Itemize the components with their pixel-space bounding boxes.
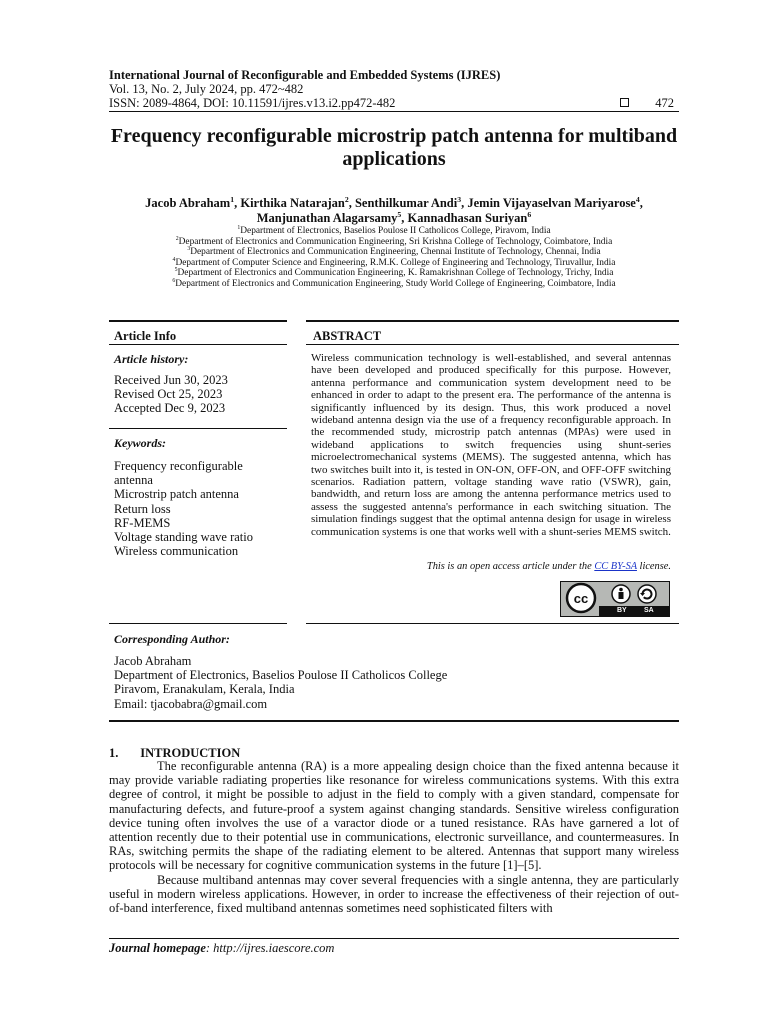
keyword: Return loss (114, 501, 171, 516)
author: Manjunathan Alagarsamy$^5$, (256, 209, 408, 225)
keywords-label: Keywords: (114, 436, 166, 450)
keyword: antenna (114, 473, 153, 488)
info-top-rule-right (306, 320, 679, 322)
article-history (114, 373, 284, 416)
header-rule (109, 111, 679, 112)
affiliation: $^3$Department of Electronics and Communication Engineering, Chennai Institute of Technology, Chennai, India (187, 246, 601, 258)
section-body (109, 759, 679, 915)
history-item: Received Jun 30, 2023 (114, 373, 228, 387)
volume-info: Vol. 13, No. 2, July 2024, pp. 472~482 (109, 82, 304, 96)
license-statement: This is an open access article under the CC BY-SA license. (426, 561, 671, 572)
affiliation-list (109, 226, 679, 290)
info-bottom-rule-right (306, 623, 679, 624)
paper-title: Frequency reconfigurable microstrip patch antenna for multiband applications (110, 125, 678, 170)
corresponding-author-label: Corresponding Author: (114, 632, 230, 646)
abstract-heading: ABSTRACT (313, 329, 382, 343)
keyword: Wireless communication (114, 544, 239, 559)
keyword: Voltage standing wave ratio (114, 530, 253, 545)
square-bullet-icon (620, 98, 629, 107)
author-name: Jacob Abraham (114, 654, 192, 668)
journal-homepage (109, 941, 334, 956)
author: Jacob Abraham$^1$, (145, 194, 241, 210)
issn-doi: ISSN: 2089-4864, DOI: 10.11591/ijres.v13.i2.pp472-482 (109, 96, 396, 110)
keywords-rule (109, 428, 287, 429)
section-heading: 1. INTRODUCTION (109, 746, 241, 760)
affiliation: $^1$Department of Electronics, Baselios Poulose II Catholicos College, Piravom, India (237, 224, 551, 236)
article-info-rule (109, 344, 287, 345)
article-info-heading: Article Info (114, 329, 177, 343)
info-bottom-rule-left (109, 623, 287, 624)
author: Jemin Vijayaselvan Mariyarose$^4$, (467, 194, 643, 210)
svg-text:cc: cc (573, 591, 589, 606)
keyword: Frequency reconfigurable (114, 459, 243, 473)
corresponding-author-details (114, 654, 447, 711)
info-top-rule-left (109, 320, 287, 322)
history-item: Revised Oct 25, 2023 (114, 387, 223, 402)
badge-label-bar (599, 606, 669, 616)
affiliation: $^4$Department of Computer Science and Engineering, R.M.K. College of Engineering and Technology, Tiruvallur, India (172, 256, 616, 268)
paragraph: Because multiband antennas may cover several frequencies with a single antenna, they are particularly useful in modern wireless applications. However, in order to increase the effectiveness of their rejection of out-of-band interference, fixed multiband antennas sometimes need sophisticated filters with (109, 872, 679, 916)
abstract-rule (306, 344, 679, 345)
author: Kirthika Natarajan$^2$, (240, 194, 355, 210)
cc-by-sa-link[interactable]: CC BY-SA (594, 561, 637, 572)
affiliation: $^2$Department of Electronics and Communication Engineering, Sri Krishna College of Technology, Coimbatore, India (175, 235, 613, 247)
article-history-label: Article history: (114, 352, 189, 366)
badge-by-label: BY (617, 607, 627, 614)
cc-by-sa-badge[interactable] (560, 581, 670, 617)
page-number: 472 (655, 96, 674, 110)
journal-name: International Journal of Reconfigurable and Embedded Systems (IJRES) (109, 68, 501, 82)
keyword-list (114, 459, 284, 558)
history-item: Accepted Dec 9, 2023 (114, 401, 226, 416)
author-list (109, 196, 679, 226)
corresponding-bottom-rule (109, 720, 679, 722)
keyword: RF-MEMS (114, 515, 171, 530)
badge-sa-label: SA (644, 607, 654, 614)
homepage-url[interactable]: : http://ijres.iaescore.com (205, 941, 335, 955)
keyword: Microstrip patch antenna (114, 487, 239, 502)
abstract-text: Wireless communication technology is well-established, and several antennas have been developed and produced specifically for this purpose. However, antenna performance and communication system development need to be enhanced in order to adapt to the present era. The performance of the antenna is significantly influenced by its design. Thus, this work produced a novel wideband antenna design via the use of a frequency reconfigurable approach. In the recommended study, microstrip patch antennas (MPAs) were used in wideband applications to switch frequencies using shunt-series microelectromechanical systems (MEMS). The suggested antenna, which has two switches built into it, is tested in ON-ON, OFF-ON, and OFF-OFF switching scenarios. Radiation pattern, voltage standing wave ratio (VSWR), gain, bandwidth, and return loss are among the antenna performance metrics used to assess the suggested antenna's performance in each switching situation. The simulation findings suggest that the optimal antenna design for usage in wireless communication systems is one that works well with a shunt-series MEMS switch. (311, 352, 671, 538)
author-department: Department of Electronics, Baselios Poulose II Catholicos College (114, 668, 448, 683)
author: Senthilkumar Andi$^3$, (354, 194, 468, 210)
author-location: Piravom, Eranakulam, Kerala, India (114, 682, 295, 697)
author: Kannadhasan Suriyan$^6$ (407, 209, 532, 225)
paragraph: The reconfigurable antenna (RA) is a more appealing design choice than the fixed antenna because it may provide variable radiating properties like resonance for wireless communications systems. With this extra degree of control, it might be possible to adjust in the field to comply with a given standard, compensate for manufacturing defects, and future-proof a system against changing standards. Sensitive wireless configuration device tuning often involves the use of a varactor diode or a tuned resistance. RAs have garnered a lot of attention recently due to their potential use in communications, electronic surveillance, and countermeasures. In RAs, switching permits the shape of the radiating element to be altered. Antennas that support many wireless protocols will be necessary for cognitive communication systems in the future [1]–[5]. (109, 759, 679, 873)
affiliation: $^5$Department of Electronics and Communication Engineering, K. Ramakrishnan College of Technology, Trichy, India (174, 267, 614, 279)
affiliation: $^6$Department of Electronics and Communication Engineering, Study World College of Engineering, Coimbatore, India (172, 277, 616, 289)
author-email[interactable]: Email: tjacobabra@gmail.com (114, 696, 268, 711)
homepage-label: Journal homepage (109, 941, 206, 955)
footer-rule (109, 938, 679, 939)
